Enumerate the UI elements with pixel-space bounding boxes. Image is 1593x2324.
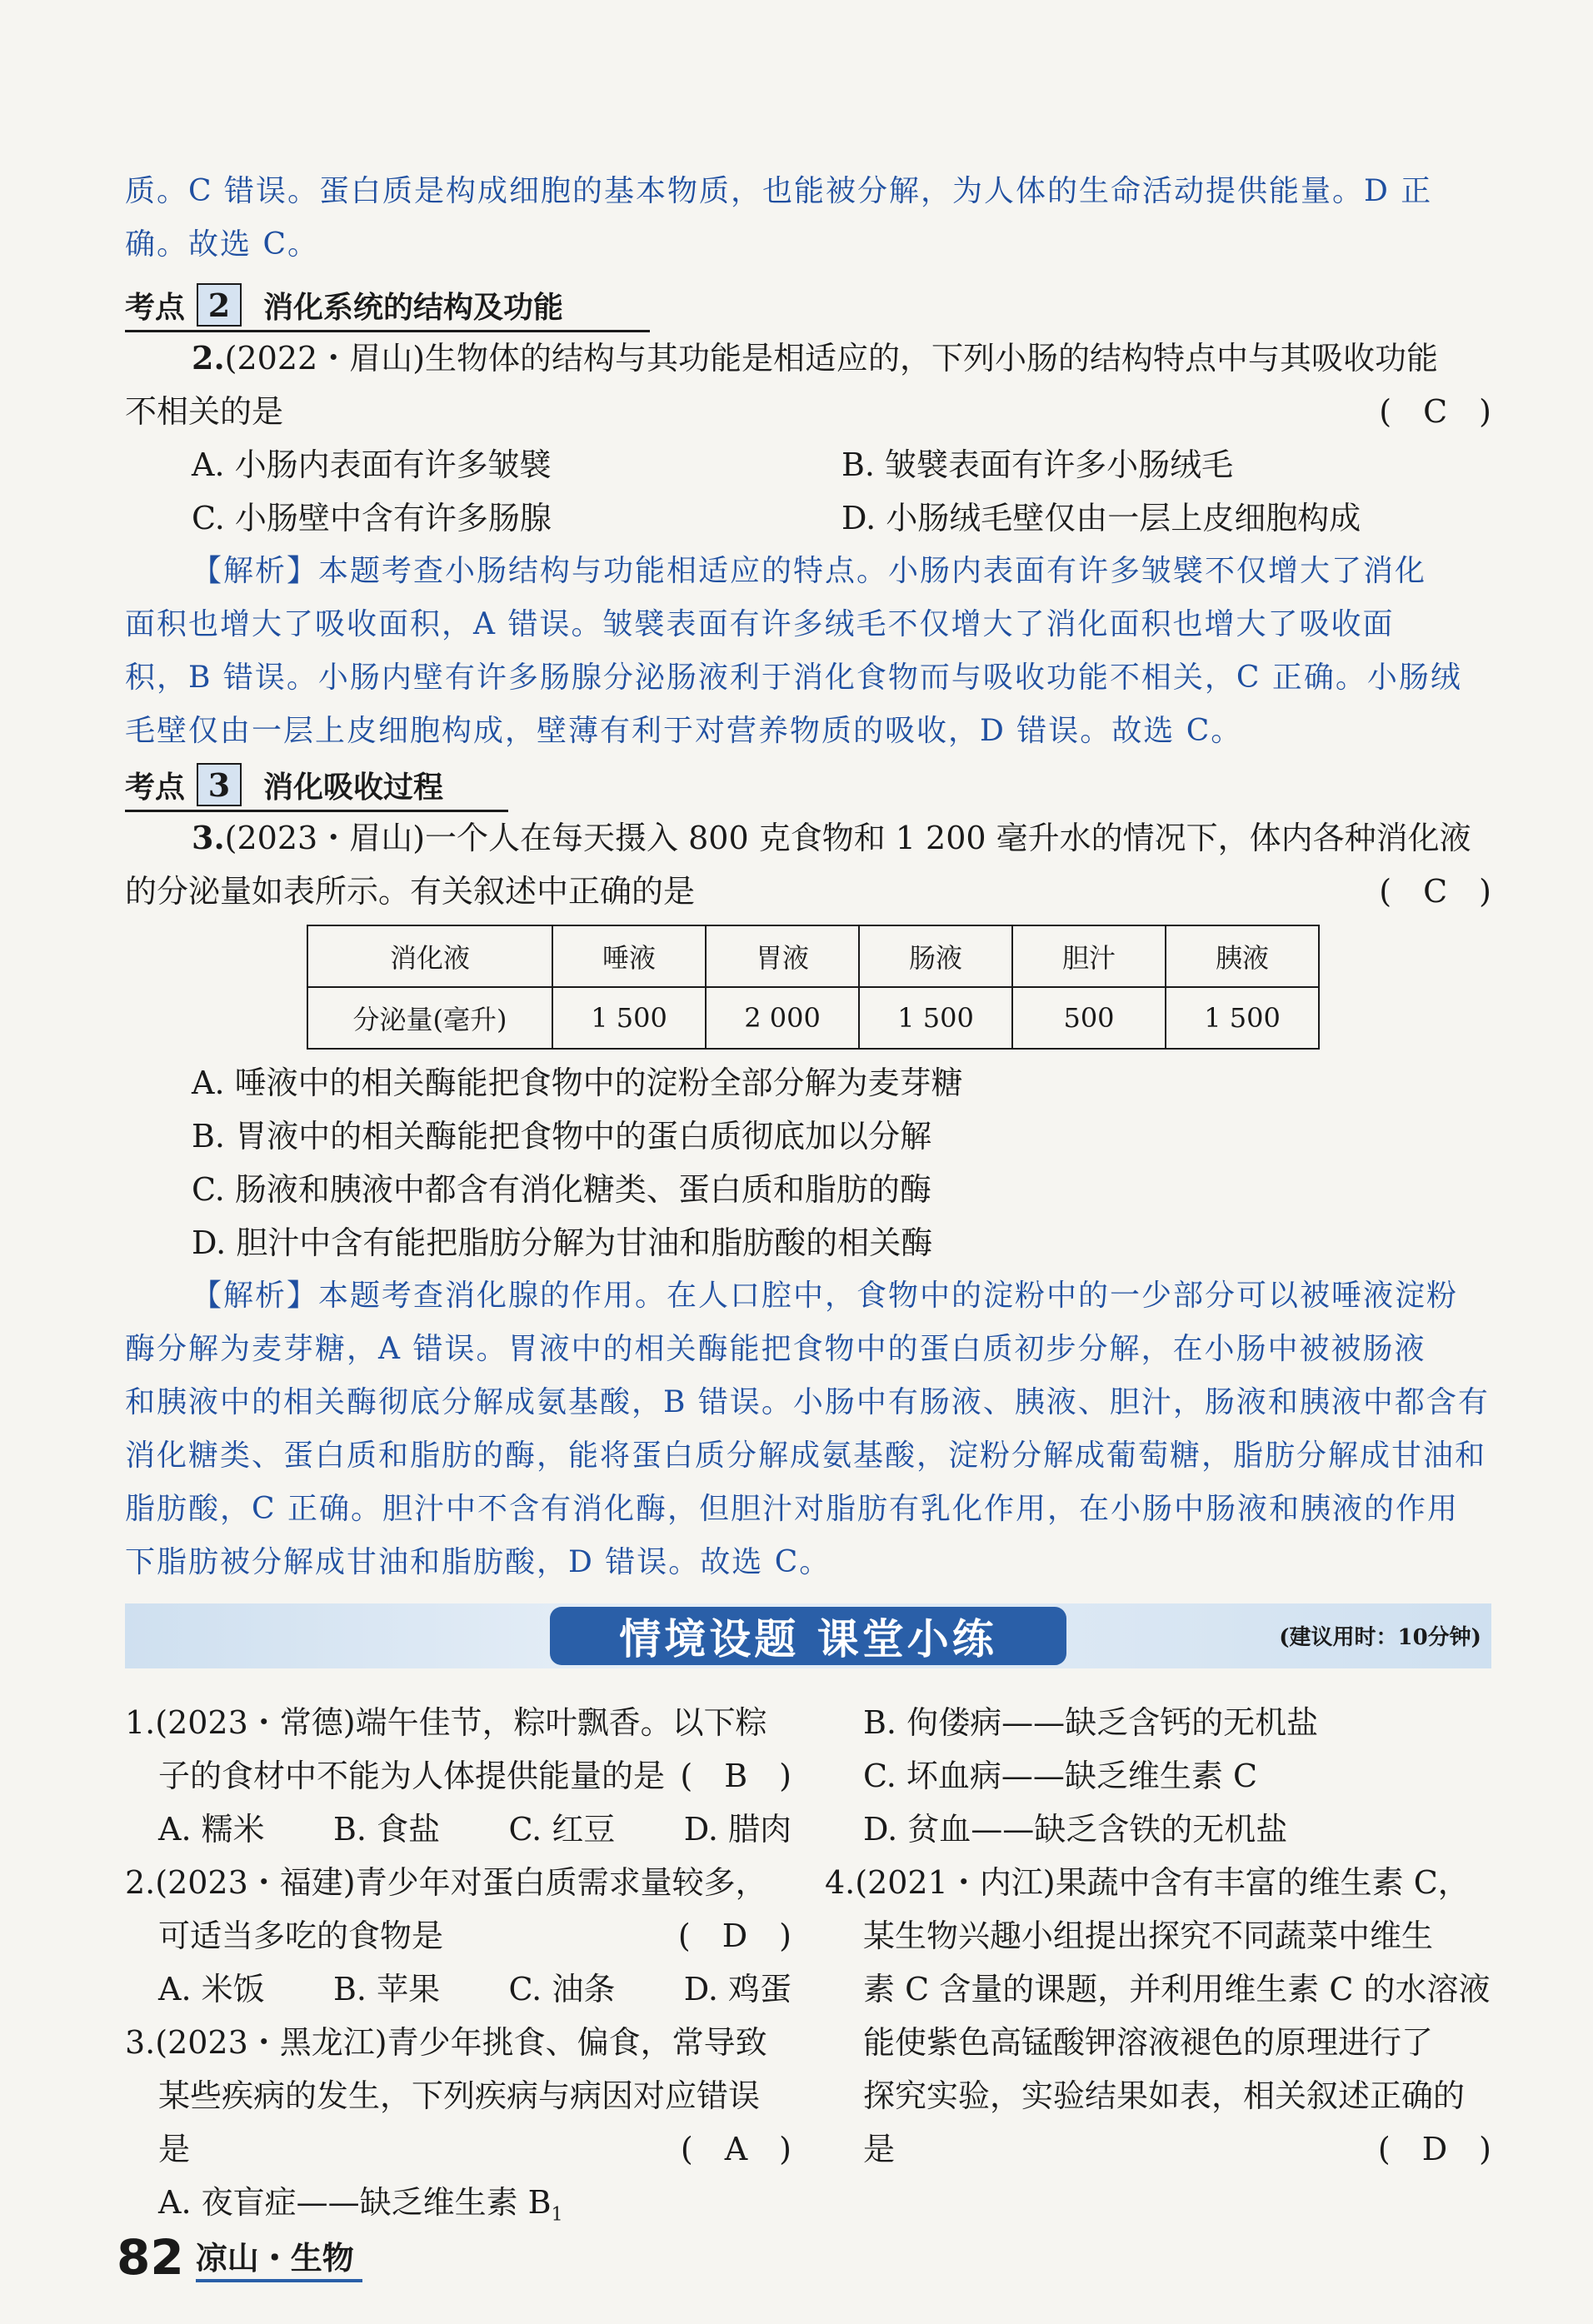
table-cell: 2 000 [706,987,859,1049]
subscript: 1 [551,2204,563,2226]
option-a: A. 夜盲症——缺乏维生素 B [158,2184,552,2221]
analysis-line: 下脂肪被分解成甘油和脂肪酸，D 错误。故选 C。 [125,1545,831,1579]
table-row [307,987,1319,1049]
analysis [125,1269,1491,1589]
question-text: 不相关的是 [125,393,284,430]
option-c: C. 小肠壁中含有许多肠腺 [192,500,552,536]
analysis-line: 和胰液中的相关酶彻底分解成氨基酸，B 错误。小肠中有肠液、胰液、胆汁，肠液和胰液中都含有 [125,1385,1490,1419]
option-c: C. 肠液和胰液中都含有消化糖类、蛋白质和脂肪的酶 [192,1171,931,1208]
analysis-line: 【解析】本题考查小肠结构与功能相适应的特点。小肠内表面有许多皱襞不仅增大了消化 [192,554,1427,588]
answer-paren: ( B ) [680,1758,792,1794]
practice-3-option-c: C. 坏血病——缺乏维生素 C [863,1758,1258,1794]
question-number: 3. [192,819,225,856]
prev-answer [125,165,1491,272]
option-c: C. 油条 [508,1971,616,2007]
option-d: D. 胆汁中含有能把脂肪分解为甘油和脂肪酸的相关酶 [192,1224,933,1261]
practice-2-options [125,1962,792,2016]
table-cell: 肠液 [859,925,1012,987]
table-cell: 1 500 [552,987,706,1049]
table-cell: 胃液 [706,925,859,987]
options-row [125,491,1491,545]
practice-3-stem-2: 某些疾病的发生，下列疾病与病因对应错误 [158,2077,761,2114]
practice-4-stem-5: 探究实验，实验结果如表，相关叙述正确的 [863,2077,1466,2114]
question-3 [125,811,1491,918]
practice-4-stem-2: 某生物兴趣小组提出探究不同蔬菜中维生 [863,1918,1434,1954]
options-row [125,438,1491,491]
keypoint-3-heading [125,760,508,812]
keypoint-number-box: 3 [197,763,242,806]
question-text: 是 [158,2131,191,2167]
question-3-options [125,1056,1491,1589]
practice-2-stem-2 [125,1909,792,1962]
table-cell: 500 [1012,987,1166,1049]
practice-4-stem-4: 能使紫色高锰酸钾溶液褪色的原理进行了 [863,2024,1434,2061]
option-b: B. 皱襞表面有许多小肠绒毛 [841,446,1234,483]
keypoint-title: 消化系统的结构及功能 [263,290,564,325]
practice-3-option-d: D. 贫血——缺乏含铁的无机盐 [863,1811,1288,1848]
table-cell: 1 500 [1166,987,1319,1049]
practice-1-options [125,1803,792,1856]
keypoint-number-box: 2 [197,283,242,327]
option-b: B. 胃液中的相关酶能把食物中的蛋白质彻底加以分解 [192,1118,932,1155]
secretion-table [307,925,1320,1050]
table-cell: 1 500 [859,987,1012,1049]
analysis-line: 脂肪酸，C 正确。胆汁中不含有消化酶，但胆汁对脂肪有乳化作用，在小肠中肠液和胰液的作用 [125,1492,1459,1526]
option-b: B. 苹果 [332,1971,441,2007]
question-stem-2 [125,385,1491,438]
answer-paren: ( D ) [1377,2131,1491,2167]
practice-1-stem: 1.(2023・常德)端午佳节，粽叶飘香。以下粽 [125,1704,767,1741]
question-text: 的分泌量如表所示。有关叙述中正确的是 [125,873,696,910]
section-title: 情境设题 课堂小练 [550,1607,1066,1665]
analysis [58,545,1491,758]
analysis-line: 毛壁仅由一层上皮细胞构成，壁薄有利于对营养物质的吸收，D 错误。故选 C。 [125,714,1243,748]
book-title: 凉山・生物 [196,2237,362,2282]
right-column [825,1696,1491,2176]
keypoint-title: 消化吸收过程 [263,770,444,805]
option-c: C. 红豆 [508,1811,616,1848]
question-stem [125,811,1491,865]
answer-paren: ( C ) [1379,393,1491,430]
page-footer [117,2229,362,2286]
practice-4-stem-3: 素 C 含量的课题，并利用维生素 C 的水溶液 [863,1971,1491,2007]
practice-3-stem: 3.(2023・黑龙江)青少年挑食、偏食，常导致 [125,2024,767,2061]
table-cell: 胰液 [1166,925,1319,987]
table-header-row [307,925,1319,987]
option-a: A. 唾液中的相关酶能把食物中的淀粉全部分解为麦芽糖 [192,1065,963,1101]
answer-paren: ( A ) [680,2131,792,2167]
option-a: A. 小肠内表面有许多皱襞 [192,446,552,483]
answer-paren: ( C ) [1379,873,1491,910]
question-text: (2022・眉山)生物体的结构与其功能是相适应的，下列小肠的结构特点中与其吸收功能 [224,340,1439,377]
analysis-line: 面积也增大了吸收面积，A 错误。皱襞表面有许多绒毛不仅增大了消化面积也增大了吸收面 [125,607,1395,641]
question-stem [125,332,1491,385]
question-text: 子的食材中不能为人体提供能量的是 [158,1758,666,1794]
question-text: 可适当多吃的食物是 [158,1918,444,1954]
option-a: A. 米饭 [158,1971,265,2007]
option-d: D. 鸡蛋 [683,1971,792,2007]
practice-1-stem-2 [125,1749,792,1803]
table-cell: 消化液 [307,925,552,987]
analysis-line: 【解析】本题考查消化腺的作用。在人口腔中，食物中的淀粉中的一少部分可以被唾液淀粉 [192,1279,1459,1313]
practice-3-stem-3 [125,2122,792,2176]
question-2 [125,332,1491,758]
table-cell: 胆汁 [1012,925,1166,987]
page-number: 82 [117,2229,184,2286]
left-column [125,1696,792,2242]
keypoint-label: 考点 [125,290,186,325]
practice-3-option-b: B. 佝偻病——缺乏含钙的无机盐 [863,1704,1319,1741]
question-stem-2 [125,865,1491,918]
option-b: B. 食盐 [332,1811,441,1848]
prev-answer-line: 确。故选 C。 [125,227,319,262]
option-d: D. 腊肉 [683,1811,792,1848]
table-cell: 唾液 [552,925,706,987]
prev-answer-line: 质。C 错误。蛋白质是构成细胞的基本物质，也能被分解，为人体的生命活动提供能量。D 正 [125,174,1433,208]
question-text: 是 [863,2131,896,2167]
question-number: 2. [192,339,225,377]
suggested-time: (建议用时：10分钟) [1279,1625,1481,1650]
question-text: (2023・眉山)一个人在每天摄入 800 克食物和 1 200 毫升水的情况下，体内各种消化液 [224,820,1471,856]
practice-4-stem: 4.(2021・内江)果蔬中含有丰富的维生素 C， [825,1864,1470,1901]
section-banner [125,1603,1491,1668]
keypoint-label: 考点 [125,770,186,805]
option-d: D. 小肠绒毛壁仅由一层上皮细胞构成 [841,500,1361,536]
answer-paren: ( D ) [677,1918,792,1954]
practice-4-stem-6 [825,2122,1491,2176]
analysis-line: 消化糖类、蛋白质和脂肪的酶，能将蛋白质分解成氨基酸，淀粉分解成葡萄糖，脂肪分解成甘油和 [125,1439,1487,1473]
analysis-line: 酶分解为麦芽糖，A 错误。胃液中的相关酶能把食物中的蛋白质初步分解，在小肠中被被肠液 [125,1332,1426,1366]
table-cell: 分泌量(毫升) [307,987,552,1049]
analysis-line: 积，B 错误。小肠内壁有许多肠腺分泌肠液利于消化食物而与吸收功能不相关，C 正确。小肠绒 [125,661,1462,695]
keypoint-2-heading [125,280,650,332]
option-a: A. 糯米 [158,1811,265,1848]
practice-2-stem: 2.(2023・福建)青少年对蛋白质需求量较多， [125,1864,767,1901]
